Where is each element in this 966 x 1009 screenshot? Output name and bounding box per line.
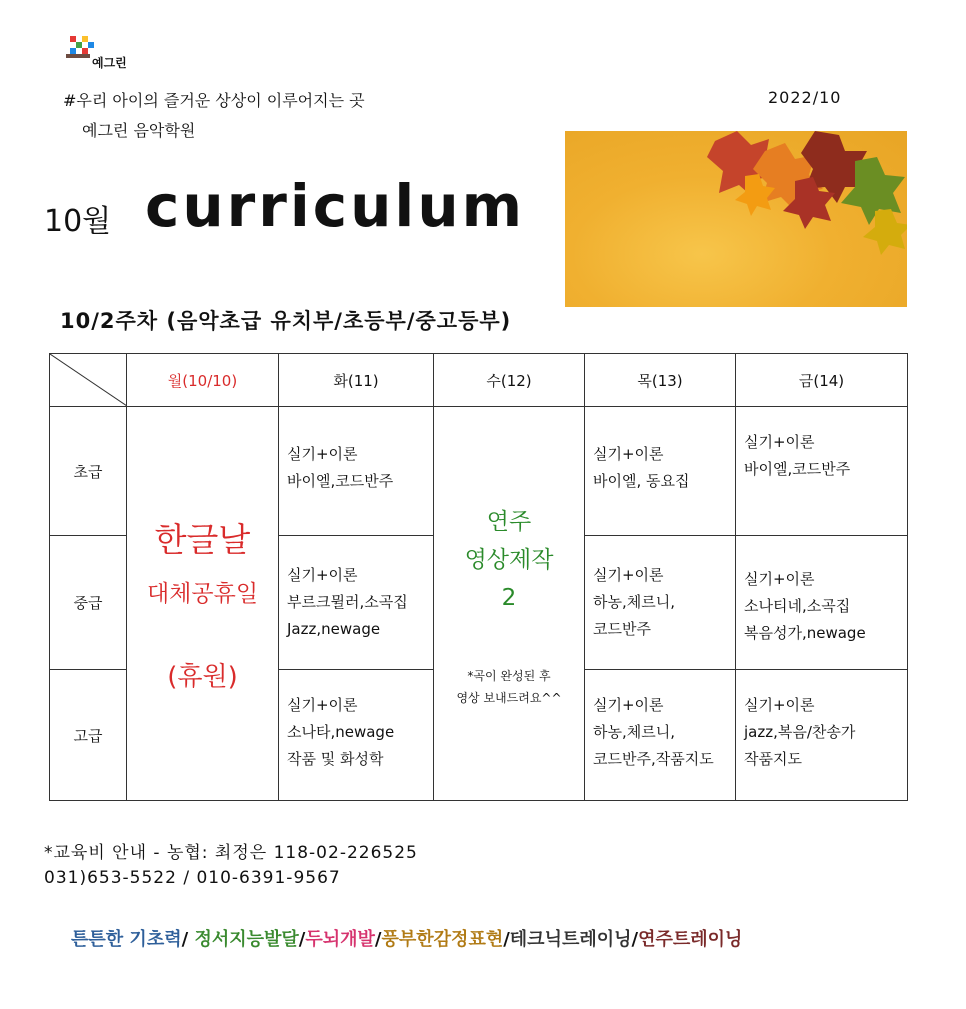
wed-line2: 영상제작 (464, 547, 554, 574)
holiday-name: 한글날 (154, 520, 251, 560)
tuition-info: *교육비 안내 - 농협: 최정은 118-02-226525 (44, 843, 418, 863)
cell-line: 작품 및 화성학 (287, 750, 384, 769)
holiday-closed: (휴원) (167, 662, 238, 693)
logo (66, 34, 146, 70)
wed-note1: *곡이 완성된 후 (467, 669, 551, 684)
tue-beginner (279, 407, 434, 536)
cell-line: 실기+이론 (287, 565, 358, 584)
cell-line: 실기+이론 (287, 445, 358, 464)
cell-line: 실기+이론 (287, 696, 358, 715)
table-row (50, 407, 908, 536)
page-title: curriculum (145, 172, 526, 240)
cell-line: 실기+이론 (744, 569, 815, 588)
thu-intermediate (585, 535, 736, 670)
week-title: 10/2주차 (음악초급 유치부/초등부/중고등부) (60, 309, 512, 333)
cell-line: 바이엘,코드반주 (744, 460, 851, 479)
monday-holiday-cell (127, 407, 279, 801)
wed-note2: 영상 보내드려요^^ (456, 691, 562, 706)
motto-part: 연주트레이닝 (638, 929, 743, 950)
level-beginner: 초급 (50, 407, 127, 536)
cell-line: 소나티네,소곡집 (744, 596, 851, 615)
motto-sep: / (181, 929, 195, 950)
autumn-leaves-banner (565, 131, 907, 307)
cell-line: 코드반주 (593, 619, 651, 638)
autumn-leaves-icon (565, 131, 907, 307)
cell-line: 복음성가,newage (744, 623, 866, 642)
slogan: #우리 아이의 즐거운 상상이 이루어지는 곳 (63, 91, 365, 110)
tue-advanced (279, 670, 434, 801)
title-month: 10월 (44, 204, 112, 239)
motto-sep: / (374, 929, 382, 950)
table-header-row (50, 354, 908, 407)
wednesday-video-cell (434, 407, 585, 801)
motto-sep: / (631, 929, 639, 950)
motto-part: 테크닉트레이닝 (509, 929, 632, 950)
cell-line: 실기+이론 (593, 445, 664, 464)
day-header-thu: 목(13) (585, 354, 736, 407)
date: 2022/10 (768, 88, 842, 107)
cell-line: 실기+이론 (593, 565, 664, 584)
cell-line: 실기+이론 (593, 696, 664, 715)
cell-line: jazz,복음/찬송가 (744, 723, 856, 742)
tue-intermediate (279, 535, 434, 670)
fri-intermediate (736, 535, 908, 670)
day-header-wed: 수(12) (434, 354, 585, 407)
holiday-type: 대체공휴일 (146, 581, 259, 608)
motto-part: 정서지능발달 (194, 929, 299, 950)
motto-part: 두뇌개발 (305, 929, 375, 950)
logo-text: 예그린 (92, 56, 127, 70)
cell-line: 소나타,newage (287, 723, 395, 742)
level-intermediate: 중급 (50, 535, 127, 670)
motto-sep: / (503, 929, 510, 950)
day-header-mon: 월(10/10) (127, 354, 279, 407)
phone-numbers: 031)653-5522 / 010-6391-9567 (44, 868, 341, 888)
thu-advanced (585, 670, 736, 801)
cell-line: 코드반주,작품지도 (593, 750, 714, 769)
day-header-fri: 금(14) (736, 354, 908, 407)
cell-line: 실기+이론 (744, 696, 815, 715)
level-advanced: 고급 (50, 670, 127, 801)
cell-line: Jazz,newage (287, 619, 381, 638)
cell-line: 부르크뮐러,소곡집 (287, 592, 408, 611)
motto-part: 튼튼한 기초력 (71, 929, 182, 950)
diagonal-line-icon (50, 354, 127, 406)
thu-beginner (585, 407, 736, 536)
cell-line: 바이엘, 동요집 (593, 472, 690, 491)
cell-line: 작품지도 (744, 750, 802, 769)
fri-advanced (736, 670, 908, 801)
fri-beginner (736, 407, 908, 536)
corner-cell (50, 354, 127, 407)
cell-line: 바이엘,코드반주 (287, 472, 394, 491)
wed-line3: 2 (501, 585, 517, 612)
day-header-tue: 화(11) (279, 354, 434, 407)
curriculum-table (49, 353, 908, 801)
academy-name: 예그린 음악학원 (82, 121, 196, 140)
cell-line: 실기+이론 (744, 433, 815, 452)
motto-part: 풍부한감정표현 (381, 929, 504, 950)
cell-line: 하농,체르니, (593, 592, 675, 611)
motto (71, 925, 742, 951)
cell-line: 하농,체르니, (593, 723, 675, 742)
wed-line1: 연주 (486, 509, 532, 536)
motto-sep: / (298, 929, 306, 950)
